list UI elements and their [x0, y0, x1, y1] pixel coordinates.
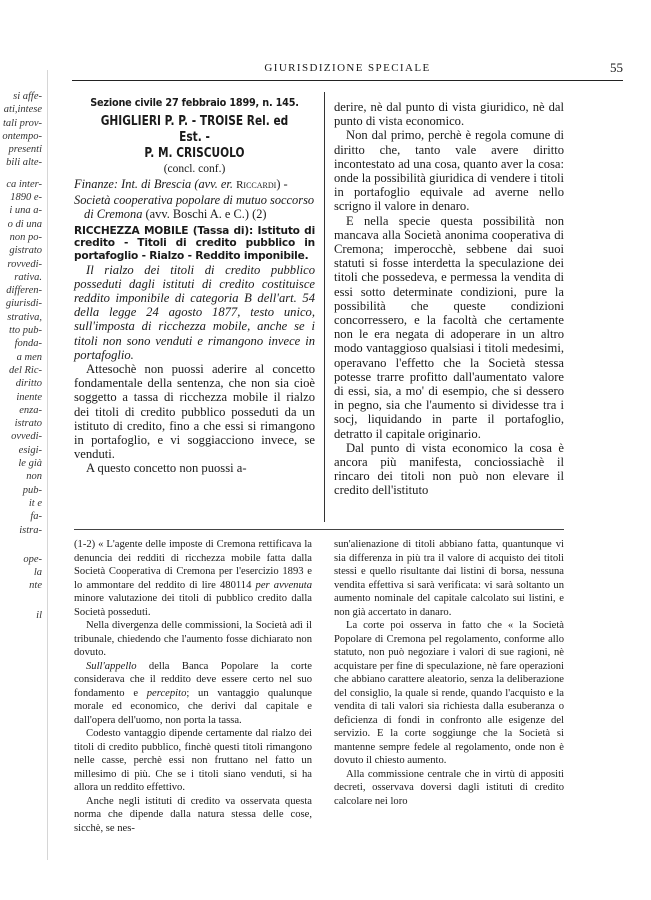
- footnote-text-1-italic: per avvenuta: [255, 579, 313, 591]
- left-column: [74, 96, 315, 526]
- margin-fragment-line: istrato: [14, 418, 42, 430]
- margin-fragment-line: rativa.: [14, 271, 42, 283]
- right-paragraph-4: Dal punto di vista economico la cosa è ancora più manifesta, conciossiachè il rincaro dei titoli non può non elevare il credito dell'istituto: [334, 440, 564, 498]
- margin-fragment-line: i una a-: [9, 205, 42, 217]
- margin-fragment-line: [0, 537, 46, 545]
- margin-fragment-line: ati,intese: [3, 104, 42, 116]
- page-header: [72, 60, 623, 81]
- headnote-keywords: RICCHEZZA MOBILE (Tassa di): Istituto di credito - Titoli di credito pubblico in portafoglio - Rialzo - Reddito imponibile.: [74, 224, 315, 262]
- margin-fragment-line: gistrato: [9, 245, 42, 257]
- margin-fragment-line: ope-: [23, 553, 42, 565]
- societa-party: [74, 194, 315, 220]
- right-paragraph-2: Non dal primo, perchè è regola comune di diritto che, tanto vale avere diritto incontestato ad una cosa, quanto aver la cosa: onde la possibilità giuridica di vendere i titoli in portafoglio equivale ad averne nello scrigno il valore in denaro.: [334, 128, 564, 214]
- margin-fragment-line: ontempo-: [2, 130, 42, 142]
- finanze-party: [74, 178, 315, 192]
- margin-fragment-line: a men: [16, 351, 42, 363]
- margin-fragment-line: tto pub-: [9, 325, 42, 337]
- footnote-text-3a: della Banca Popolare la corte considerava che il reddito deve essere certo nel suo fondamento e: [74, 660, 312, 699]
- right-column: [334, 100, 564, 530]
- societa-text: Società cooperativa popolare di mutuo soccorso di Cremona: [74, 193, 315, 221]
- footnote-left-column: [74, 538, 312, 858]
- footnote-right-paragraph-1: sun'alienazione di titoli abbiano fatta, quantunque vi sia differenza in più tra il valore di acquisto dei titoli stessi e quello risultante dai listini di borsa, nessuna vendita effettiva si sarà verificata: vi sarà soltanto un aumento nominale del capitale calcolato sui listini, e non già accertato in danaro.: [334, 539, 564, 618]
- margin-fragment-line: le già: [18, 458, 42, 470]
- margin-fragment-line: [0, 545, 46, 553]
- page-binding-edge: [47, 70, 48, 860]
- column-divider: [324, 92, 325, 522]
- margin-fragment-line: nte: [29, 580, 42, 592]
- margin-fragment-line: rovvedi-: [7, 258, 42, 270]
- margin-fragment-line: del Ric-: [9, 364, 42, 376]
- footnote-right-column: [334, 538, 564, 858]
- finanze-text: : Int. di Brescia (avv. er.: [113, 177, 237, 192]
- margin-fragment-line: bili alte-: [6, 157, 42, 169]
- margin-fragment-line: la: [33, 567, 42, 579]
- margin-fragment-line: strativa,: [7, 311, 42, 323]
- margin-fragment-line: differen-: [6, 285, 42, 297]
- body-paragraph-1: Attesochè non puossi aderire al concetto fondamentale della sentenza, che non sia cioè soggetto a tassa di ricchezza mobile il rialzo dei titoli di credito pubblico posseduti da un istituto di credito, fino a che essi si rimangono in portafoglio, e vi soggiacciono invece, se venduti.: [74, 362, 315, 462]
- margin-fragment-line: tali prov-: [3, 117, 42, 129]
- margin-fragment-line: si affe-: [13, 91, 42, 102]
- footnote-paragraph-1: [74, 538, 312, 619]
- footnote-paragraph-2: Nella divergenza delle commissioni, la Società adì il tribunale, chiedendo che l'aumento fosse dichiarato non dovuto.: [74, 620, 312, 658]
- margin-fragment-line: giurisdi-: [5, 298, 42, 310]
- parties-header: [101, 113, 289, 161]
- finanze-label: Finanze: [74, 177, 114, 192]
- footnote-text-1a: « L'agente delle imposte di Cremona rettificava la denuncia dei redditi di ricchezza mobile fatta dalla Società Cooperativa di Cremona per l'esercizio 1893 e lo ammontare del reddito di lire 480114: [74, 539, 312, 591]
- finanze-end: ) -: [276, 177, 288, 192]
- margin-fragment-line: [0, 170, 46, 178]
- footnote-text-3b: ; un vantaggio qualunque morale ed economico, che derivi dal capitale e dall'opera dell'uomo, non porta la tassa.: [74, 687, 312, 726]
- conclusions-note: (concl. conf.): [163, 162, 226, 175]
- running-title: GIURISDIZIONE SPECIALE: [264, 62, 431, 74]
- section-date: Sezione civile 27 febbraio 1899, n. 145.: [90, 96, 299, 109]
- margin-fragment-line: enza-: [19, 404, 42, 416]
- parties-line-1: GHIGLIERI P. P. - TROISE Rel. ed Est. -: [100, 112, 289, 145]
- finanze-advocate: Riccardi: [236, 179, 277, 192]
- margin-fragment-line: non: [26, 471, 42, 483]
- margin-fragment-line: presenti: [8, 144, 42, 156]
- parties-line-2: P. M. CRISCUOLO: [144, 144, 245, 161]
- footnote-separator: [74, 529, 564, 530]
- margin-fragment-line: it e: [28, 497, 42, 509]
- margin-fragment-line: istra-: [19, 524, 42, 536]
- footnote-text-1b: minore valutazione dei titoli di pubblico credito dalla Società posseduti.: [74, 593, 312, 618]
- margin-fragment-line: il: [36, 609, 42, 621]
- footnote-paragraph-4: Codesto vantaggio dipende certamente dal rialzo dei titoli di credito pubblico, finchè questi titoli rimangono nelle casse, perchè essi non fruttano nel fatto un millesimo di più. Che se i titoli siano venduti, si ha allora un reddito effettivo.: [74, 728, 312, 793]
- facing-page-margin: [0, 90, 46, 622]
- margin-fragment-line: esigi-: [18, 444, 42, 456]
- margin-fragment-line: inente: [16, 391, 42, 403]
- footnote-text-3-italic-2: percepito: [146, 687, 187, 699]
- footnote-paragraph-5: Anche negli istituti di credito va osservata questa norma che dipende dalla natura stessa delle cose, sicchè, se nes-: [74, 795, 312, 834]
- footnote-paragraph-3: [74, 660, 312, 728]
- societa-advocate: (avv. Boschi A. e C.) (2): [142, 206, 267, 221]
- margin-fragment-line: ca inter-: [6, 178, 42, 190]
- footnote-right-paragraph-3: Alla commissione centrale che in virtù di appositi decreti, osservava doversi dagli istituti di credito calcolare nei loro: [334, 768, 564, 807]
- footnote-right-paragraph-2: La corte poi osserva in fatto che « la Società Popolare di Cremona pel regolamento, conforme allo statuto, non può negoziare i valori di sue ragioni, nè acquistare per fine di speculazione, nè fare operazioni che abbiano carattere aleatorio, senza la deliberazione del consiglio, la quale si rende, quando l'acquisto e la vendita di tali valori sia richiesta dalla esuberanza o deficienza di fondi in confronto alle esigenze del servizio. E la corte soggiunge che la Società si mantenne sempre fedele al regolamento, onde non è dovuto il chiesto aumento.: [334, 620, 564, 766]
- margin-fragment-line: pub-: [22, 484, 42, 496]
- right-paragraph-1: derire, nè dal punto di vista giuridico, nè dal punto di vista economico.: [334, 100, 564, 129]
- margin-fragment-line: [0, 601, 46, 609]
- margin-fragment-line: diritto: [15, 378, 42, 390]
- footnote-label: (1-2): [74, 539, 96, 550]
- margin-fragment-line: ovvedi-: [11, 431, 42, 443]
- margin-fragment-line: fa-: [30, 511, 42, 523]
- margin-fragment-line: fonda-: [14, 338, 42, 350]
- margin-fragment-line: non po-: [9, 231, 42, 243]
- margin-fragment-line: o di una: [7, 218, 42, 230]
- margin-fragment-line: 1890 e-: [10, 192, 42, 204]
- margin-fragment-line: [0, 593, 46, 601]
- legal-principle: Il rialzo dei titoli di credito pubblico posseduti dagli istituti di credito costituisce reddito imponibile di categoria B dell'art. 54 della legge 24 agosto 1877, testo unico, sull'imposta di ricchezza mobile, anche se i titoli non sono venduti e rimangono invece in portafoglio.: [74, 262, 315, 362]
- body-paragraph-2: A questo concetto non puossi a-: [86, 461, 247, 476]
- right-paragraph-3: E nella specie questa possibilità non mancava alla Società anonima cooperativa di Cremona; imperocchè, sebbene dai suoi statuti si fosse interdetta la speculazione dei titoli che possedeva, e permessa la vendita di essi sotto determinate condizioni, pure la possibilità che queste condizioni concorressero, e la facoltà che certamente non le era negata di adoperare in un altro modo vantaggioso qualsiasi i titoli medesimi, operavano l'effetto che la Società stessa potesse trarre profitto dall'aumentato valore di essi, sia, a mo' di esempio, che si dessero in pegno, sia che l'aumento si dividesse tra i socj, liquidando in parte il portafoglio, detratto il capitale originario.: [334, 213, 564, 441]
- footnote-text-3-italic: Sull'appello: [86, 660, 137, 672]
- page-number: 55: [610, 60, 623, 75]
